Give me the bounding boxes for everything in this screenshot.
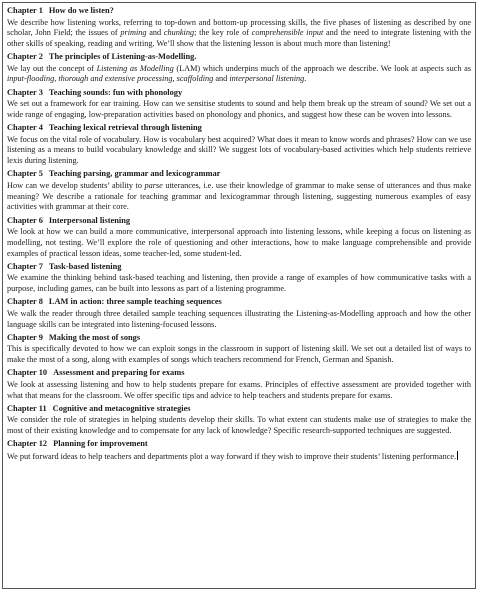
description-text: We set out a framework for ear training. How can we sensitise students to sound and help them break up the stream of sound? We set out a wide range of engaging, low-preparation activities based on phonology and phonics, and suggest how these can be woven into lessons. — [7, 99, 471, 119]
description-text: We consider the role of strategies in helping students develop their skills. To what extent can students make use of strategies to make the most of their existing knowledge and to compensate for any lack of knowledge? Specific research-supported techniques are suggested. — [7, 415, 471, 436]
chapter-block — [7, 296, 471, 330]
chapter-title: Assessment and preparing for exams — [53, 368, 185, 378]
chapter-title: How do we listen? — [48, 6, 114, 15]
chapter-title: Task-based listening — [48, 261, 122, 271]
description-text: and — [146, 28, 164, 38]
chapter-heading — [7, 332, 471, 345]
chapter-title: Interpersonal listening — [48, 215, 131, 225]
chapter-title: LAM in action: three sample teaching sequences — [48, 297, 222, 307]
emphasis-term: comprehensible input — [251, 28, 324, 38]
chapter-description — [7, 451, 471, 463]
chapter-title: Teaching lexical retrieval through listening — [48, 123, 202, 133]
chapter-description — [7, 18, 471, 50]
chapter-block — [7, 5, 471, 50]
chapter-block — [7, 367, 471, 401]
chapter-description — [7, 181, 471, 213]
chapter-description — [7, 380, 471, 401]
chapter-number: Chapter 11 — [7, 403, 47, 413]
chapter-description — [7, 99, 471, 120]
description-text: (LAM) which underpins much of the approach we describe. We look at aspects such as — [173, 63, 471, 73]
chapter-number: Chapter 5 — [7, 169, 43, 179]
emphasis-term: input-flooding, thorough and extensive processing — [7, 74, 173, 84]
description-text: We walk the reader through three detailed sample teaching sequences illustrating the Listening-as-Modelling approach and how the other language skills can be integrated into listening-focused lessons. — [7, 308, 471, 329]
emphasis-term: parse — [144, 180, 163, 190]
chapter-heading — [7, 438, 471, 451]
chapter-heading — [7, 122, 471, 135]
chapter-heading — [7, 367, 471, 380]
chapter-number: Chapter 2 — [7, 52, 43, 62]
chapter-block — [7, 261, 471, 295]
chapter-number: Chapter 10 — [7, 368, 48, 378]
chapter-description — [7, 227, 471, 259]
chapter-heading — [7, 215, 471, 228]
document-frame — [2, 2, 476, 589]
description-text: ; the key role of — [194, 28, 252, 38]
emphasis-term: scaffolding — [176, 74, 214, 84]
chapter-number: Chapter 7 — [7, 261, 43, 271]
description-text: We look at how we can build a more communicative, interpersonal approach into listening lessons, while keeping a focus on listening as modelling, not testing. We’ll explore the role of questioning and other interactions, how to make language comprehensible and provide examples of practical lesson ideas, some teacher-led, some student-led. — [7, 227, 471, 258]
description-text: utterances, i.e. use their knowledge of grammar to make sense of utterances and thus make meaning? We describe a rationale for teaching grammar and lexicogrammar through listening, suggesting numerous examples of easy activities with grammar at their core. — [7, 180, 471, 212]
chapter-description — [7, 309, 471, 330]
chapter-block — [7, 87, 471, 121]
chapter-heading — [7, 5, 471, 18]
chapter-heading — [7, 403, 471, 416]
emphasis-term: Listening as Modelling — [96, 63, 174, 73]
chapter-number: Chapter 4 — [7, 123, 43, 133]
chapter-heading — [7, 261, 471, 274]
chapter-description — [7, 273, 471, 294]
description-text: We describe how listening works, referring to top-down and bottom-up processing skills, the five phases of listening as described by one scholar, John Field; the issues of — [7, 17, 471, 38]
emphasis-term: chunking — [163, 28, 195, 38]
chapter-list — [7, 5, 471, 463]
chapter-heading — [7, 296, 471, 309]
chapter-description — [7, 135, 471, 167]
description-text: This is specifically devoted to how we can exploit songs in the classroom in support of listening skill. We set out a detailed list of ways to make the most of a song, along with examples of songs which teachers recommend for French, German and Spanish. — [7, 344, 471, 365]
chapter-heading — [7, 51, 471, 64]
chapter-block — [7, 438, 471, 462]
description-text: We put forward ideas to help teachers and departments plot a way forward if they wish to improve their students’ listening performance. — [7, 451, 457, 461]
chapter-title: The principles of Listening-as-Modelling. — [48, 52, 197, 62]
description-text: We look at assessing listening and how to help students prepare for exams. Principles of effective assessment are provided together with what that means for the classroom. We offer specific tips and advice to help teachers and students prepare for exams. — [7, 379, 471, 400]
description-text: We examine the thinking behind task-based teaching and listening, then provide a range of examples of how communicative tasks with a purpose, including games, can be built into lessons as part of a listening programme. — [7, 273, 471, 294]
chapter-number: Chapter 1 — [7, 6, 43, 15]
chapter-number: Chapter 3 — [7, 87, 43, 97]
description-text: , — [172, 74, 177, 84]
chapter-description — [7, 344, 471, 365]
chapter-block — [7, 403, 471, 437]
chapter-block — [7, 215, 471, 260]
chapter-number: Chapter 9 — [7, 332, 43, 342]
emphasis-term: interpersonal listening — [229, 74, 305, 84]
chapter-number: Chapter 6 — [7, 215, 43, 225]
emphasis-term: priming — [120, 28, 147, 38]
chapter-title: Making the most of songs — [48, 332, 141, 342]
chapter-title: Planning for improvement — [53, 439, 148, 449]
chapter-title: Teaching sounds: fun with phonology — [48, 87, 183, 97]
description-text: We lay out the concept of — [7, 63, 97, 73]
description-text: and the need to integrate listening with the other skills of speaking, reading and writing. We’ll show that the listening lesson is about much more than listening! — [7, 28, 471, 48]
chapter-block — [7, 122, 471, 167]
chapter-description — [7, 415, 471, 436]
chapter-block — [7, 168, 471, 213]
chapter-block — [7, 51, 471, 85]
chapter-number: Chapter 12 — [7, 439, 48, 449]
description-text: We focus on the vital role of vocabulary. How is vocabulary best acquired? What does it mean to know words and phrases? How can we use listening as a means to build vocabulary knowledge and skill? We suggest lots of vocabulary-based activities which help students retrieve lexis during listening. — [7, 134, 471, 166]
chapter-block — [7, 332, 471, 366]
chapter-description — [7, 64, 471, 85]
description-text: . — [304, 74, 307, 84]
chapter-number: Chapter 8 — [7, 297, 43, 307]
chapter-heading — [7, 87, 471, 100]
chapter-heading — [7, 168, 471, 181]
chapter-title: Cognitive and metacognitive strategies — [52, 403, 191, 413]
description-text: How can we develop students’ ability to — [7, 180, 145, 190]
description-text: and — [213, 74, 230, 84]
chapter-title: Teaching parsing, grammar and lexicogrammar — [48, 169, 221, 179]
text-cursor — [457, 451, 458, 460]
